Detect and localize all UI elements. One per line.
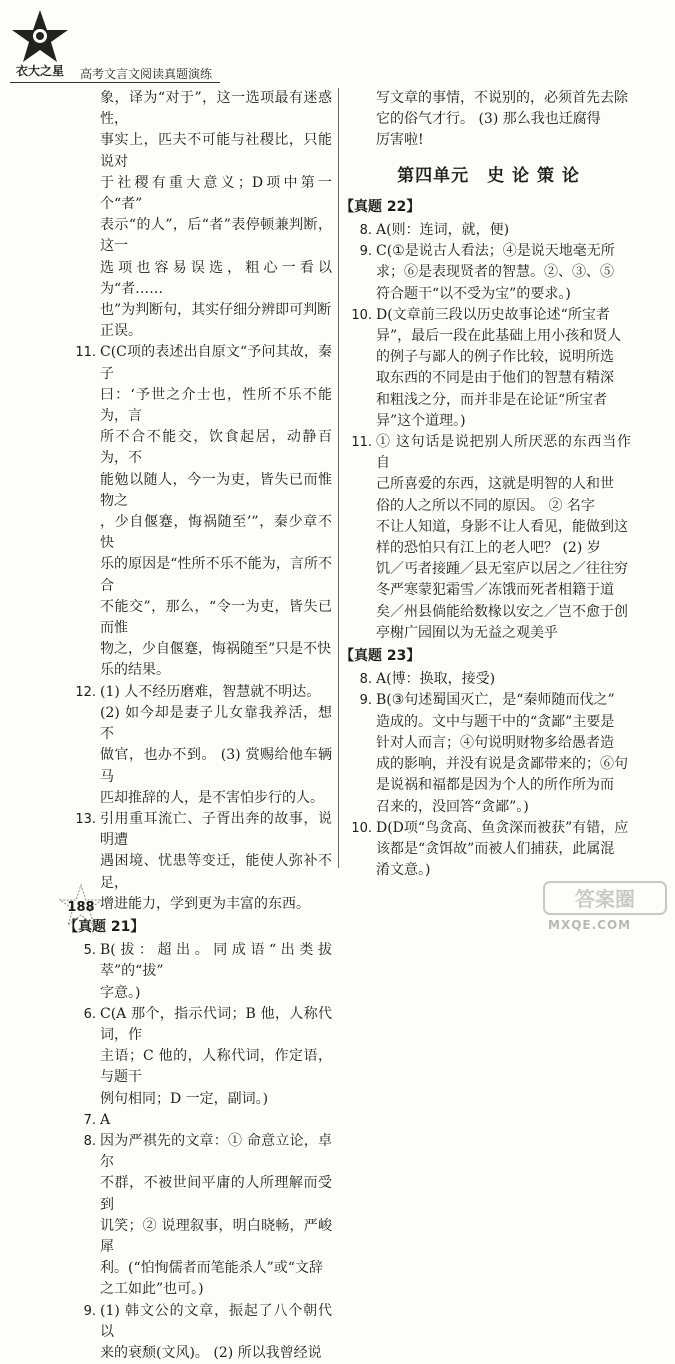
- text-line: 召来的，没回答“贪鄙”。): [376, 798, 529, 815]
- text-line: D(D项“鸟贪高、鱼贪深而被获”有错，应: [376, 819, 629, 836]
- answer-item-10: [346, 305, 631, 432]
- text-line: A(则：连词，就，便): [376, 222, 510, 239]
- answer-item-8: [70, 1131, 332, 1301]
- text-line: C(A 那个，指示代词；B 他，人称代词，作: [100, 1005, 332, 1043]
- text-line: C(①是说古人看法；④是说天地毫无所: [376, 243, 615, 260]
- item-number: 11.: [75, 345, 96, 361]
- text-line: A: [100, 1111, 111, 1128]
- text-line: 象，译为“对于”，这一选项最有迷惑性，: [100, 90, 332, 128]
- item-number: 7.: [83, 1112, 96, 1128]
- answer-item-9b: [346, 690, 631, 817]
- item-number: 8.: [359, 672, 372, 688]
- text-line: 选项也容易误选，粗心一看以为“者……: [100, 259, 332, 297]
- answer-item-8: [346, 220, 631, 241]
- text-line: 例句相同；D 一定，副词。): [100, 1090, 269, 1107]
- text-line: 主语；C 他的，人称代词，作定语，与题干: [100, 1048, 332, 1086]
- item-number: 9.: [359, 244, 372, 260]
- text-line: 饥／丐者接踵／县无室庐以居之／往往穷: [376, 561, 628, 578]
- text-line: 正误。: [100, 323, 142, 340]
- answer-item-11: [70, 342, 332, 681]
- text-line: B(拔：超出。同成语“出类拔萃”的“拔”: [100, 942, 332, 980]
- text-line: 矣／州县倘能给数椽以安之／岂不愈于创: [376, 603, 628, 620]
- answer-item-12: [70, 682, 332, 809]
- text-line: 取东西的不同是由于他们的智慧有精深: [376, 370, 614, 387]
- text-line: 不能交”，那么，“令一为吏，皆失已而惟: [100, 598, 332, 637]
- text-line: 的例子与鄙人的例子作比较，说明所选: [376, 349, 614, 366]
- text-line: 于社稷有重大意义；D项中第一个“者”: [100, 174, 332, 213]
- page-header: [10, 8, 665, 80]
- answer-item-9: [70, 1301, 332, 1364]
- text-line: 曰：‘予世之介士也，性所不乐不能为，言: [100, 386, 332, 425]
- text-line: 字意。): [100, 984, 141, 1001]
- item-number: 10.: [351, 820, 372, 836]
- text-line: 异”这个道理。): [376, 412, 466, 429]
- answer-item-6: [70, 1004, 332, 1110]
- item-number: 8.: [359, 223, 372, 239]
- text-line: 己所喜爱的东西，这就是明智的人和世: [376, 476, 614, 493]
- column-divider: [338, 88, 339, 868]
- text-line: 是说祸和福都是因为个人的所作所为而: [376, 777, 614, 794]
- text-line: 匹却推辞的人，是不害怕步行的人。: [100, 789, 324, 806]
- continued-answer: [70, 88, 332, 342]
- text-line: 乐的结果。: [100, 662, 170, 679]
- page-number: 188: [67, 900, 95, 915]
- svg-text:答案圈: 答案圈: [575, 887, 635, 911]
- text-line: 不让人知道，身影不让人看见，能做到这: [376, 518, 628, 535]
- text-line: 也”为判断句，其实仔细分辨即可判断: [100, 302, 332, 319]
- book-title: 高考文言文阅读真题演练: [80, 67, 213, 81]
- text-line: C(C项的表述出自原文“予问其故，秦子: [100, 344, 332, 382]
- continued-answer: [346, 88, 631, 152]
- text-line: 事实上，匹夫不可能与社稷比，只能说对: [100, 132, 332, 170]
- answer-item-9: [346, 241, 631, 305]
- answer-item-7: [70, 1110, 332, 1131]
- answer-item-5: [70, 940, 332, 1004]
- text-line: 俗的人之所以不同的原因。 ② 名字: [376, 497, 595, 514]
- section-heading-21: 【真题 21】: [64, 918, 145, 935]
- answer-item-10b: [346, 818, 631, 882]
- watermark-url: MXQE.COM: [548, 918, 632, 932]
- left-column: [64, 88, 332, 1364]
- text-line: 遇困境、忧患等变迁，能使人弥补不足，: [100, 853, 332, 891]
- text-line: 增进能力，学到更为丰富的东西。: [100, 895, 310, 912]
- unit-title: 第四单元 史 论 策 论: [397, 165, 580, 186]
- text-line: 所不合不能交，饮食起居，动静百为，不: [100, 429, 332, 467]
- answer-item-8b: [346, 669, 631, 690]
- text-line: B(③句述蜀国灭亡，是“秦师随而伐之”: [376, 692, 615, 709]
- text-line: D(文章前三段以历史故事论述“所宝者: [376, 306, 610, 323]
- text-line: 引用重耳流亡、子胥出奔的故事，说明遭: [100, 810, 332, 849]
- text-line: 利。(“怕恂儒者而笔能杀人”或“文辞: [100, 1260, 323, 1277]
- text-line: 乐的原因是“性所不乐不能为，言所不合: [100, 556, 332, 594]
- text-line: 亭榭广园囿以为无益之观美乎: [376, 624, 558, 641]
- text-line: 之工如此”也可。): [100, 1281, 204, 1298]
- star-logo-icon: [10, 8, 70, 78]
- item-number: 11.: [351, 435, 372, 451]
- text-line: 厉害啦!: [376, 132, 424, 149]
- header-rule: [10, 82, 220, 83]
- text-line: 因为严祺先的文章：① 命意立论，卓尔: [100, 1132, 332, 1171]
- text-line: 异”，最后一段在此基础上用小孩和贤人: [376, 328, 622, 345]
- text-line: 不群，不被世间平庸的人所理解而受到: [100, 1175, 332, 1213]
- item-number: 10.: [351, 307, 372, 323]
- item-number: 12.: [75, 684, 96, 700]
- text-line: 表示“的人”，后“者”表停顿兼判断，这一: [100, 217, 332, 255]
- item-number: 9.: [83, 1303, 96, 1319]
- section-heading-22: 【真题 22】: [340, 198, 421, 215]
- text-line: 求；⑥是表现贤者的智慧。②、③、⑤: [376, 264, 614, 281]
- item-number: 5.: [83, 943, 96, 959]
- text-line: 淆文意。): [376, 862, 431, 879]
- item-number: 9.: [359, 693, 372, 709]
- item-number: 13.: [75, 811, 96, 827]
- text-line: 能勉以随人，今一为吏，皆失已而惟物之: [100, 471, 332, 509]
- text-line: ① 这句话是说把别人所厌恶的东西当作自: [376, 434, 631, 472]
- text-line: 造成的。文中与题干中的“贪鄙”主要是: [376, 713, 615, 730]
- svg-text:衣大之星: 衣大之星: [15, 64, 65, 78]
- text-line: 写文章的事情，不说别的，必须首先去除: [376, 90, 628, 106]
- text-line: 该都是“贪饵故”而被人们捕获，此属混: [376, 840, 615, 857]
- text-line: 来的衰颓(文风)。 (2) 所以我曾经说: [100, 1344, 322, 1361]
- item-number: 6.: [83, 1006, 96, 1022]
- text-line: (2) 如今却是妻子儿女靠我养活，想不: [100, 704, 332, 743]
- text-line: 它的俗气才行。 (3) 那么我也迁腐得: [376, 111, 601, 128]
- text-line: (1) 韩文公的文章，振起了八个朝代以: [100, 1302, 332, 1340]
- text-line: 物之，少自偃蹇，悔祸随至”只是不快: [100, 641, 332, 658]
- item-number: 8.: [83, 1133, 96, 1149]
- text-line: 样的恐怕只有江上的老人吧？ (2) 岁: [376, 540, 601, 557]
- text-line: 针对人而言；④句说明财物多给愚者造: [376, 734, 614, 751]
- right-column: [340, 88, 631, 881]
- answer-item-13: [70, 809, 332, 915]
- text-line: ，少自偃蹇，悔祸随至’”，秦少章不快: [100, 514, 332, 552]
- text-line: 冬严寒蒙犯霜雪／冻饿而死者相籍于道: [376, 582, 614, 599]
- section-heading-23: 【真题 23】: [340, 648, 421, 665]
- answer-item-11: [346, 432, 631, 644]
- text-line: 和粗浅之分，而并非是在论证“所宝者: [376, 391, 608, 408]
- text-line: 做官，也办不到。 (3) 赏赐给他车辆马: [100, 747, 332, 785]
- text-line: (1) 人不经历磨难，智慧就不明达。: [100, 683, 321, 700]
- text-line: A(博：换取，接受): [376, 671, 496, 688]
- text-line: 讥笑；② 说理叙事，明白晓畅，严峻犀: [100, 1217, 332, 1255]
- text-line: 符合题干“以不受为宝”的要求。): [376, 285, 571, 302]
- text-line: 成的影响，并没有说是贪鄙带来的；⑥句: [376, 756, 628, 773]
